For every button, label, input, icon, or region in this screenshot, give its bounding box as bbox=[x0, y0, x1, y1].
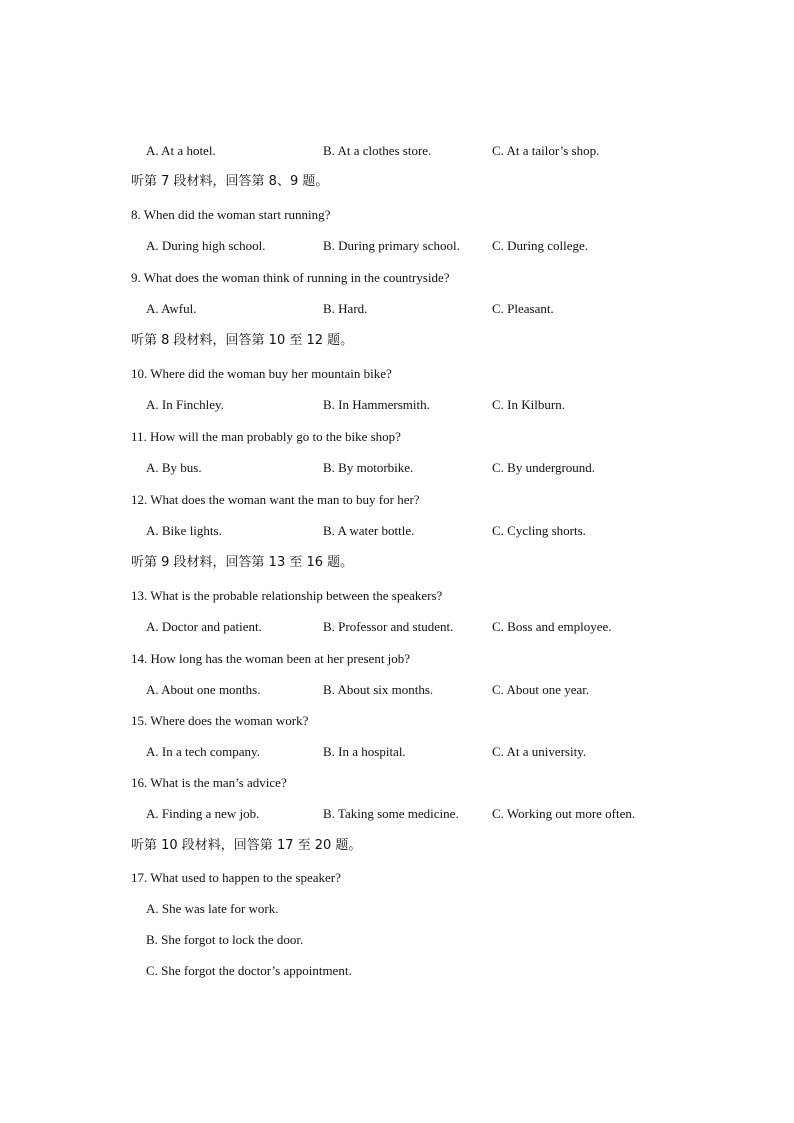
option-a: A. Bike lights. bbox=[146, 523, 222, 538]
option-a: A. In a tech company. bbox=[146, 744, 260, 759]
option-c: C. During college. bbox=[492, 238, 589, 253]
option-a: A. By bus. bbox=[146, 460, 202, 475]
question-11: 11. How will the man probably go to the bike shop? bbox=[131, 429, 401, 444]
option-b: B. About six months. bbox=[323, 682, 434, 697]
option-c: C. She forgot the doctor’s appointment. bbox=[146, 963, 352, 978]
option-b: B. In a hospital. bbox=[323, 744, 406, 759]
option-a: A. Doctor and patient. bbox=[146, 619, 262, 634]
option-b: B. A water bottle. bbox=[323, 523, 415, 538]
option-b: B. Hard. bbox=[323, 301, 368, 316]
option-c: C. By underground. bbox=[492, 460, 596, 475]
question-14: 14. How long has the woman been at her present job? bbox=[131, 651, 411, 666]
section-heading-10: 听第 10 段材料，回答第 17 至 20 题。 bbox=[131, 838, 362, 853]
question-16: 16. What is the man’s advice? bbox=[131, 775, 287, 790]
option-a: A. Finding a new job. bbox=[146, 806, 260, 821]
option-c: C. Boss and employee. bbox=[492, 619, 612, 634]
option-b: B. During primary school. bbox=[323, 238, 460, 253]
option-a: A. In Finchley. bbox=[146, 397, 224, 412]
option-a: A. At a hotel. bbox=[146, 143, 216, 158]
option-a: A. Awful. bbox=[146, 301, 197, 316]
option-b: B. By motorbike. bbox=[323, 460, 414, 475]
option-c: C. Cycling shorts. bbox=[492, 523, 586, 538]
option-c: C. About one year. bbox=[492, 682, 590, 697]
option-c: C. Pleasant. bbox=[492, 301, 554, 316]
question-13: 13. What is the probable relationship between the speakers? bbox=[131, 588, 443, 603]
question-9: 9. What does the woman think of running in the countryside? bbox=[131, 270, 450, 285]
question-15: 15. Where does the woman work? bbox=[131, 713, 309, 728]
question-10: 10. Where did the woman buy her mountain bike? bbox=[131, 366, 392, 381]
option-b: B. She forgot to lock the door. bbox=[146, 932, 304, 947]
question-12: 12. What does the woman want the man to buy for her? bbox=[131, 492, 420, 507]
option-a: A. During high school. bbox=[146, 238, 266, 253]
option-c: C. At a university. bbox=[492, 744, 587, 759]
option-b: B. In Hammersmith. bbox=[323, 397, 430, 412]
option-b: B. Professor and student. bbox=[323, 619, 454, 634]
section-heading-9: 听第 9 段材料，回答第 13 至 16 题。 bbox=[131, 555, 354, 570]
option-b: B. Taking some medicine. bbox=[323, 806, 459, 821]
option-c: C. In Kilburn. bbox=[492, 397, 565, 412]
question-17: 17. What used to happen to the speaker? bbox=[131, 870, 341, 885]
option-a: A. About one months. bbox=[146, 682, 261, 697]
section-heading-7: 听第 7 段材料，回答第 8、9 题。 bbox=[131, 174, 329, 189]
option-b: B. At a clothes store. bbox=[323, 143, 432, 158]
option-c: C. At a tailor’s shop. bbox=[492, 143, 600, 158]
option-c: C. Working out more often. bbox=[492, 806, 636, 821]
question-8: 8. When did the woman start running? bbox=[131, 207, 331, 222]
section-heading-8: 听第 8 段材料，回答第 10 至 12 题。 bbox=[131, 333, 354, 348]
option-a: A. She was late for work. bbox=[146, 901, 279, 916]
